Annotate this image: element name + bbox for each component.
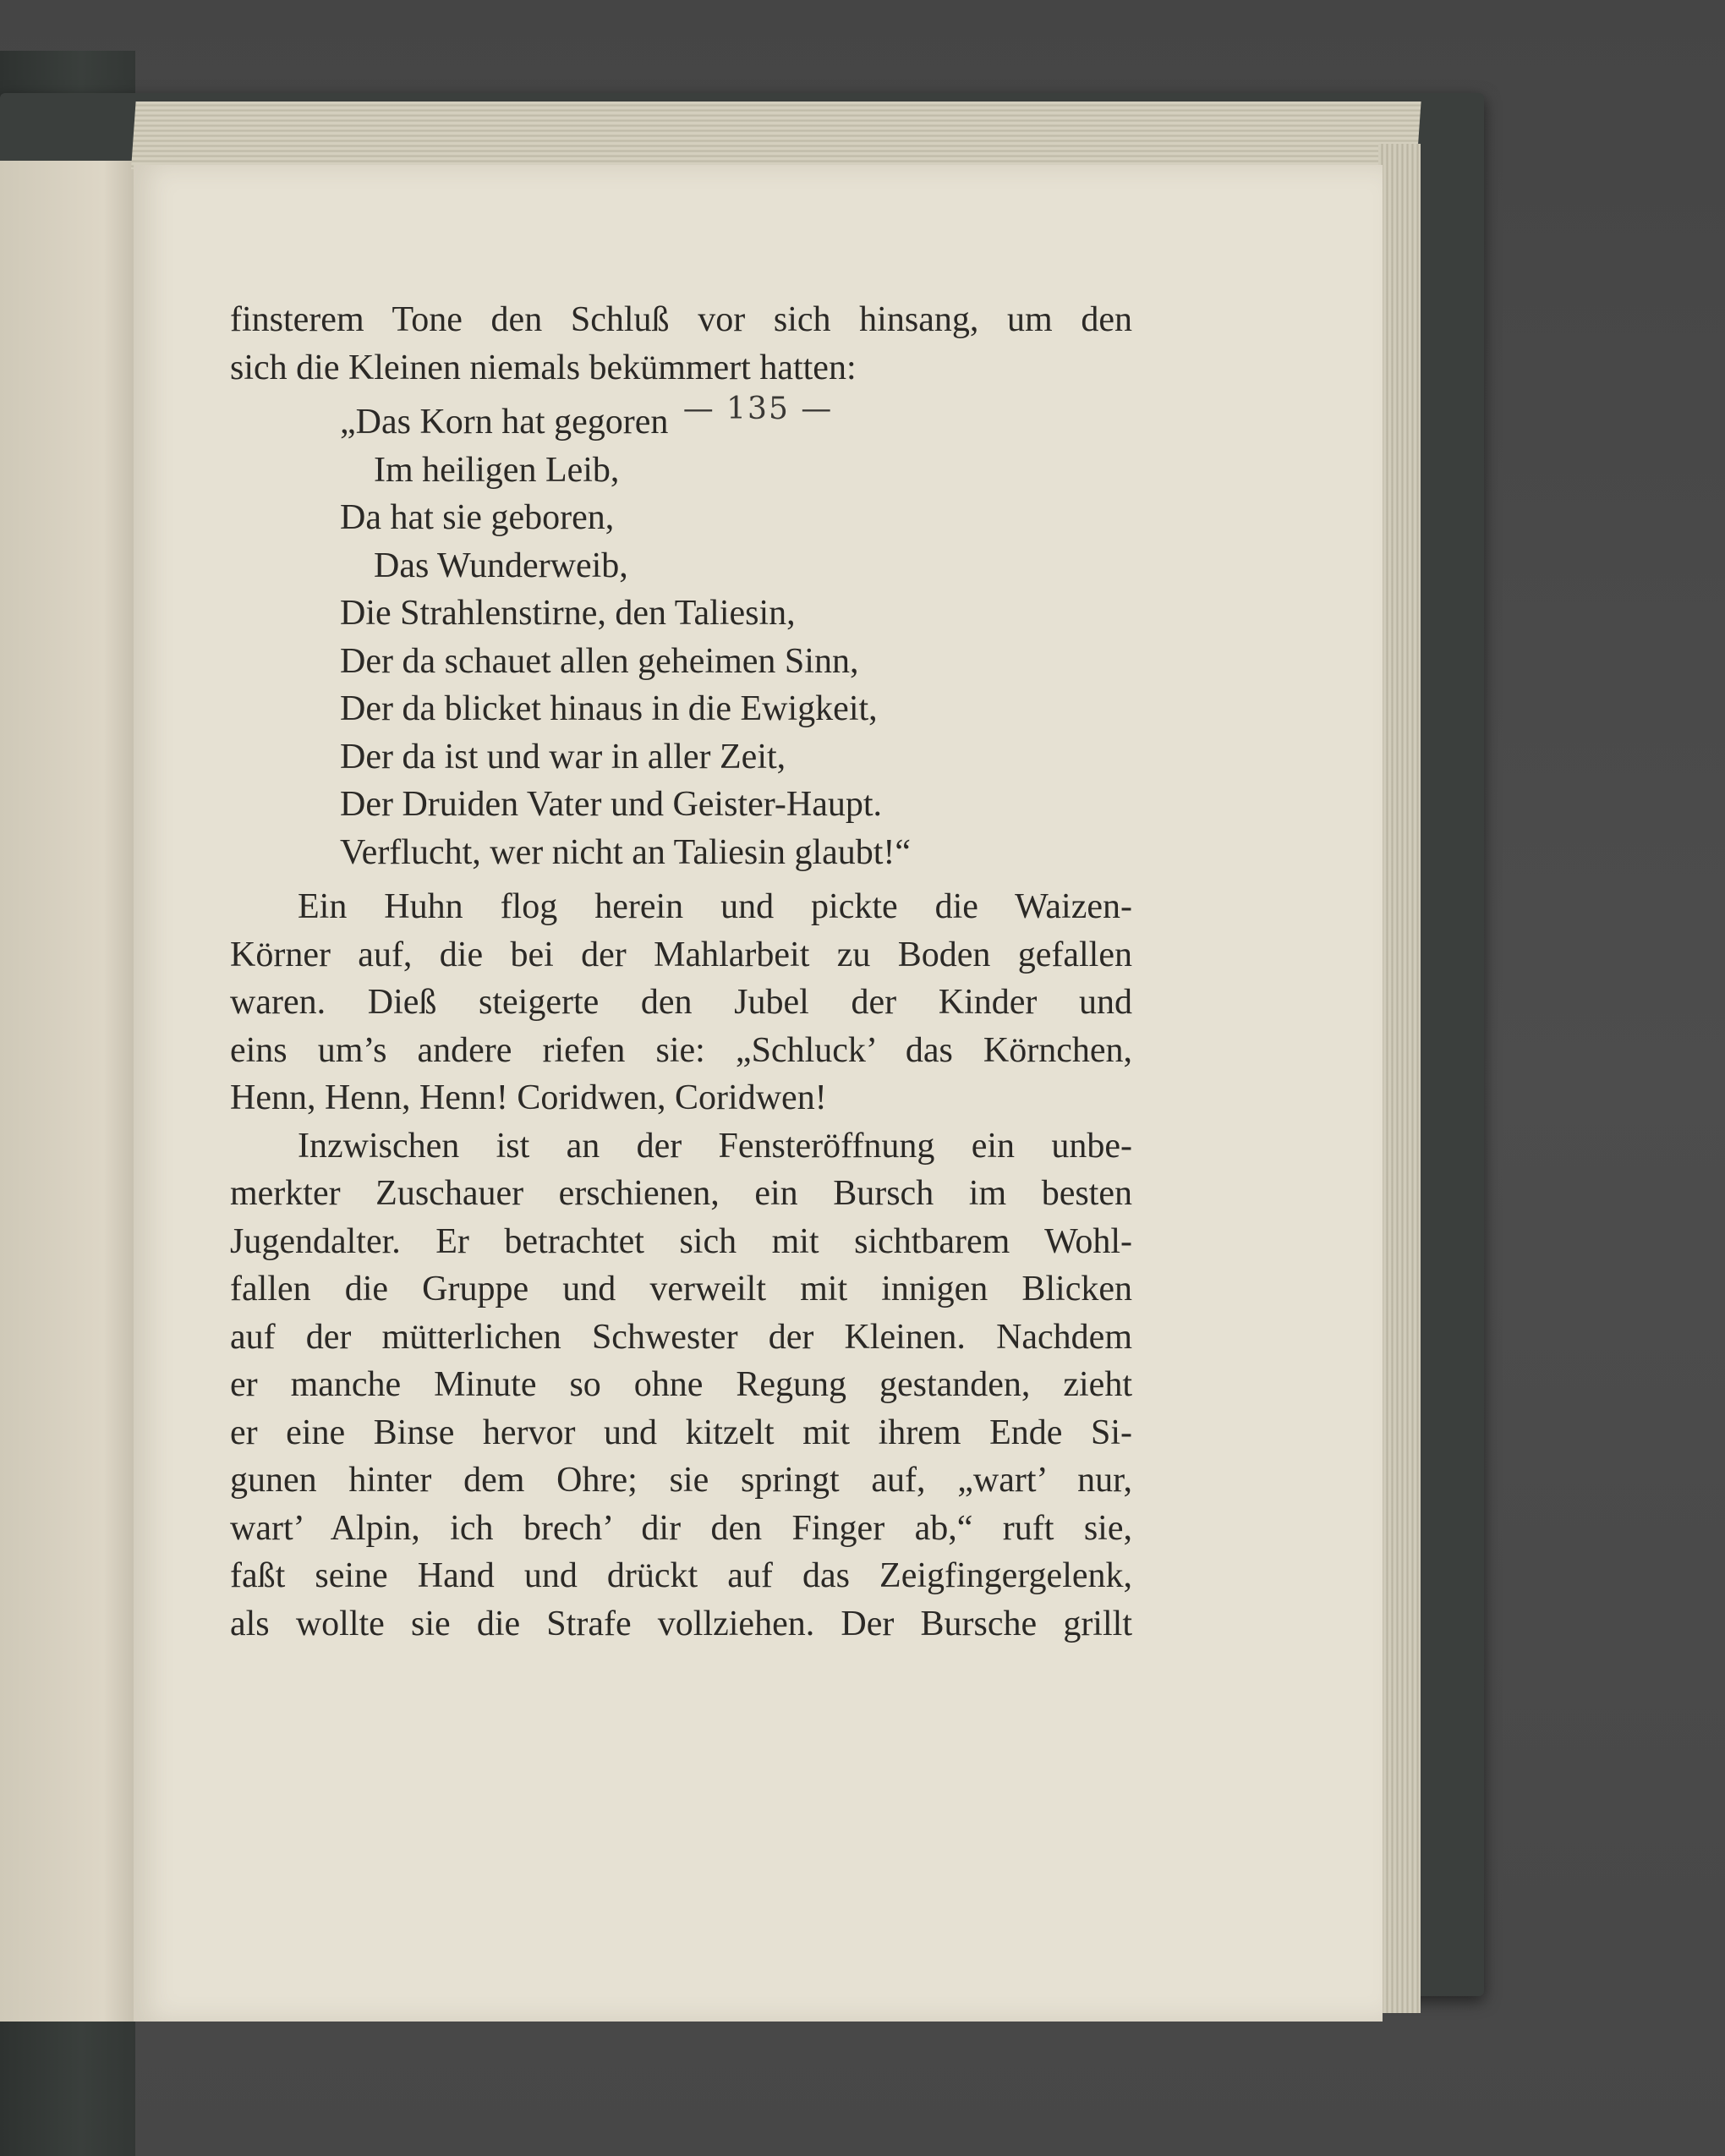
text-line: Jugendalter. Er betrachtet sich mit sichtbarem Wohl- xyxy=(230,1221,1132,1261)
text-line: fallen die Gruppe und verweilt mit innigen Blicken xyxy=(230,1270,1132,1308)
text-line: merkter Zuschauer erschienen, ein Bursch im besten xyxy=(230,1174,1132,1213)
poem-block xyxy=(230,398,1132,876)
poem-line: Der da schauet allen geheimen Sinn, xyxy=(340,641,859,681)
text-line: Körner auf, die bei der Mahlarbeit zu Boden gefallen xyxy=(230,935,1132,974)
text-line: als wollte sie die Strafe vollziehen. Der Bursche grillt xyxy=(230,1604,1132,1643)
page-block-top-edge xyxy=(131,101,1421,169)
intro-block xyxy=(230,296,1132,392)
page-text xyxy=(230,296,1132,1648)
poem-line: Verflucht, wer nicht an Taliesin glaubt!“ xyxy=(340,832,912,872)
page-block-right-edge xyxy=(1378,144,1421,2013)
text-line: wart’ Alpin, ich brech’ dir den Finger ab,“ ruft sie, xyxy=(230,1508,1132,1548)
paragraph-2 xyxy=(230,1122,1132,1649)
text-line: waren. Dieß steigerte den Jubel der Kinder und xyxy=(230,983,1132,1022)
paragraph-1 xyxy=(230,883,1132,1122)
poem-line: Die Strahlenstirne, den Taliesin, xyxy=(340,594,796,633)
text-line: er eine Binse hervor und kitzelt mit ihrem Ende Si- xyxy=(230,1413,1132,1452)
text-line: sich die Kleinen niemals bekümmert hatten: xyxy=(230,348,857,387)
text-line: auf der mütterlichen Schwester der Kleinen. Nachdem xyxy=(230,1317,1132,1357)
poem-line: Das Wunderweib, xyxy=(374,546,628,585)
text-line: gunen hinter dem Ohre; sie springt auf, „wart’ nur, xyxy=(230,1461,1132,1500)
poem-line: Der Druiden Vater und Geister-Haupt. xyxy=(340,785,883,824)
poem-line: Der da ist und war in aller Zeit, xyxy=(340,737,786,776)
poem-line: „Das Korn hat gegoren xyxy=(340,403,669,442)
text-line: finsterem Tone den Schluß vor sich hinsang, um den xyxy=(230,300,1132,339)
text-line: Henn, Henn, Henn! Coridwen, Coridwen! xyxy=(230,1078,827,1117)
poem-line: Da hat sie geboren, xyxy=(340,498,615,537)
left-page-edge xyxy=(0,161,148,2022)
text-line: Ein Huhn flog herein und pickte die Waizen- xyxy=(298,887,1132,926)
text-line: er manche Minute so ohne Regung gestanden, zieht xyxy=(230,1365,1132,1404)
poem-line: Der da blicket hinaus in die Ewigkeit, xyxy=(340,689,878,728)
page-number: — 135 — xyxy=(682,392,834,426)
poem-line: Im heiligen Leib, xyxy=(374,450,620,490)
text-line: Inzwischen ist an der Fensteröffnung ein unbe- xyxy=(298,1126,1132,1166)
text-line: faßt seine Hand und drückt auf das Zeigfingergelenk, xyxy=(230,1556,1132,1595)
text-line: eins um’s andere riefen sie: „Schluck’ das Körnchen, xyxy=(230,1030,1132,1070)
